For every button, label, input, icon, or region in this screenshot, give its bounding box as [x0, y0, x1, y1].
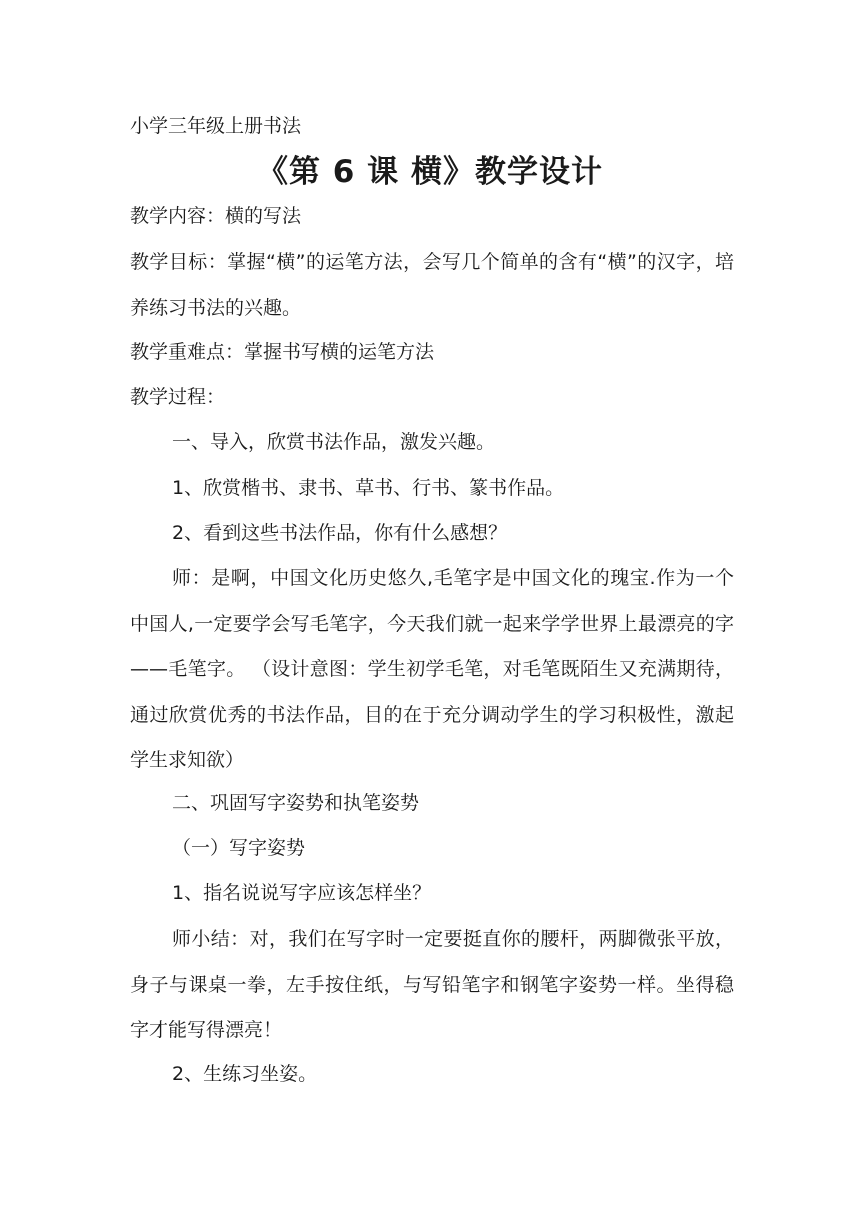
key-points: 教学重难点：掌握书写横的运笔方法 [130, 341, 435, 363]
section-heading-1: 一、导入，欣赏书法作品，激发兴趣。 [172, 431, 496, 453]
teacher-paragraph-2: 师小结：对，我们在写字时一定要挺直你的腰杆，两脚微张平放，身子与课桌一拳，左手按住纸，与写铅笔字和钢笔字姿势一样。坐得稳字才能写得漂亮！ [130, 928, 734, 1041]
grade-line: 小学三年级上册书法 [130, 115, 302, 137]
subsection-heading-1: （一）写字姿势 [172, 837, 306, 859]
process-label: 教学过程： [130, 386, 226, 408]
teacher-paragraph-1: 师：是啊，中国文化历史悠久,毛笔字是中国文化的瑰宝.作为一个中国人,一定要学会写毛笔字，今天我们就一起来学学世界上最漂亮的字——毛笔字。 （设计意图：学生初学毛笔，对毛笔既陌生又充满期待，通过欣赏优秀的书法作品，目的在于充分调动学生的学习积极性，激起学生求知欲） [130, 567, 734, 771]
section-heading-2: 二、巩固写字姿势和执笔姿势 [172, 792, 420, 814]
teaching-goals: 教学目标：掌握“横”的运笔方法，会写几个简单的含有“横”的汉字，培养练习书法的兴趣。 [130, 251, 734, 319]
section1-item-2: 2、看到这些书法作品，你有什么感想？ [172, 522, 508, 544]
page-title: 《第 6 课 横》教学设计 [257, 154, 603, 190]
section2-item-1: 1、指名说说写字应该怎样坐？ [172, 882, 432, 904]
teaching-content: 教学内容：横的写法 [130, 205, 302, 227]
section1-item-1: 1、欣赏楷书、隶书、草书、行书、篆书作品。 [172, 477, 565, 499]
section2-item-2: 2、生练习坐姿。 [172, 1063, 318, 1085]
